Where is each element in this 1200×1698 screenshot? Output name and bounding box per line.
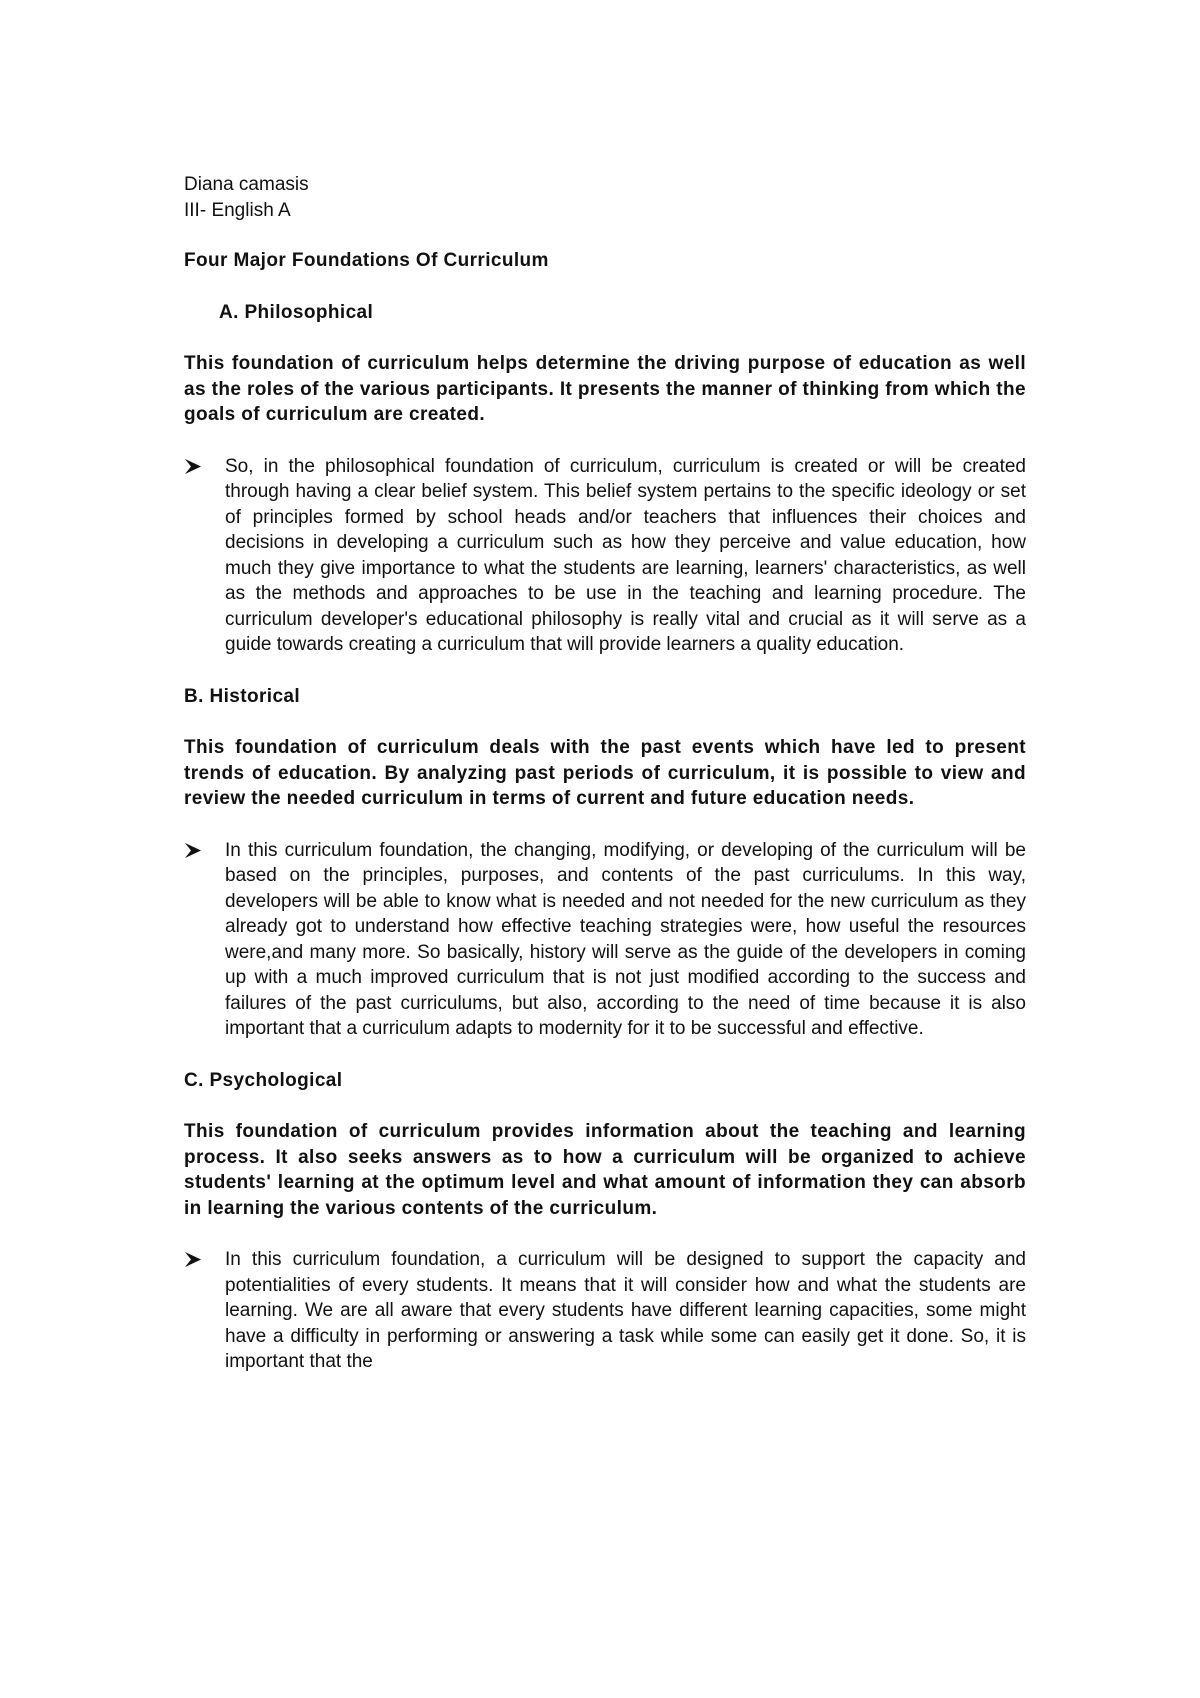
author-class: III- English A — [184, 199, 291, 221]
bullet-text-philosophical: So, in the philosophical foundation of curriculum, curriculum is created or will be created through having a clear belief system. This belief system pertains to the specific ideology or set of principles formed by school heads and/or teachers that influences their choices and decisions in developing a curriculum such as how they perceive and value education, how much they give importance to what the students are learning, learners' characteristics, as well as the methods and approaches to be use in the teaching and learning procedure. The curriculum developer's educational philosophy is really vital and crucial as it will serve as a guide towards creating a curriculum that will provide learners a quality education. — [225, 455, 1026, 655]
bullet-text-psychological: In this curriculum foundation, a curriculum will be designed to support the capacity and potentialities of every students. It means that it will consider how and what the students are learning. We are all aware that every students have different learning capacities, some might have a difficulty in performing or answering a task while some can easily get it done. So, it is important that the — [225, 1249, 1026, 1372]
section-heading-psychological: C. Psychological — [184, 1069, 343, 1091]
arrowhead-bullet-icon — [184, 842, 202, 859]
section-summary-psychological: This foundation of curriculum provides information about the teaching and learning process. It also seeks answers as to how a curriculum will be organized to achieve students' learning at the optimum level and what amount of information they can absorb in learning the various contents of the curriculum. — [184, 1121, 1026, 1219]
arrowhead-bullet-icon — [184, 1251, 202, 1268]
document-title: Four Major Foundations Of Curriculum — [184, 250, 549, 271]
author-name: Diana camasis — [184, 174, 309, 195]
bullet-text-historical: In this curriculum foundation, the changing, modifying, or developing of the curriculum will be based on the principles, purposes, and contents of the past curriculums. In this way, developers will be able to know what is needed and not needed for the new curriculum as they already got to understand how effective teaching strategies were, how useful the resources were,and many more. So basically, history will serve as the guide of the developers in coming up with a much improved curriculum that is not just modified according to the success and failures of the past curriculums, but also, according to the need of time because it is also important that a curriculum adapts to modernity for it to be successful and effective. — [225, 839, 1026, 1039]
bullet-item-historical — [184, 838, 1026, 1042]
section-summary-historical: This foundation of curriculum deals with the past events which have led to present trends of education. By analyzing past periods of curriculum, it is possible to view and review the needed curriculum in terms of current and future education needs. — [184, 737, 1026, 809]
section-heading-philosophical: A. Philosophical — [219, 301, 374, 323]
arrowhead-bullet-icon — [184, 458, 202, 475]
bullet-item-psychological — [184, 1247, 1026, 1375]
document-page — [184, 172, 1026, 1375]
bullet-item-philosophical — [184, 454, 1026, 658]
section-summary-philosophical: This foundation of curriculum helps determine the driving purpose of education as well as the roles of the various participants. It presents the manner of thinking from which the goals of curriculum are created. — [184, 353, 1026, 425]
section-heading-historical: B. Historical — [184, 685, 301, 707]
